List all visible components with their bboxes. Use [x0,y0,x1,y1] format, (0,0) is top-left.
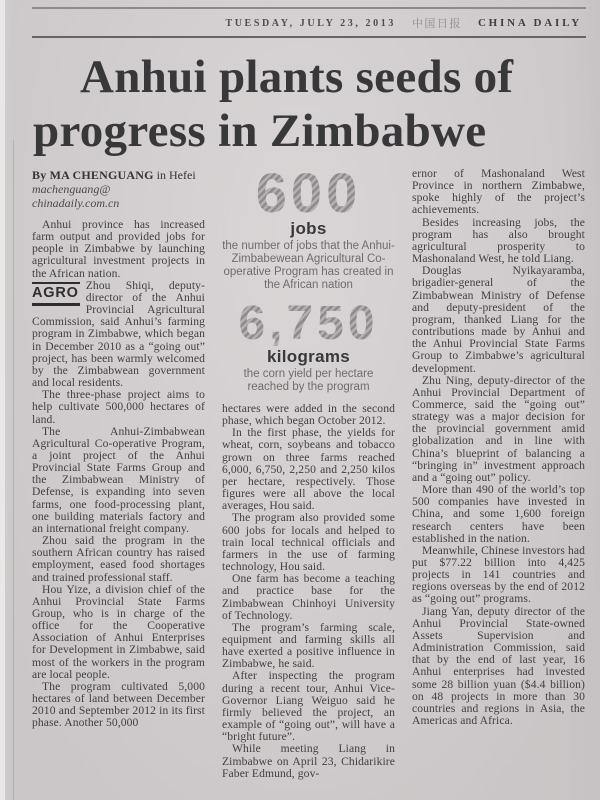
article-paragraph: More than 490 of the world’s top 500 companies have invested in China, and some 1,600 foreign research centers have been established in the nation. [412,483,585,545]
stat-kilograms-caption: the corn yield per hectare reached by the program [243,368,374,393]
statistics-block [222,161,395,394]
masthead-brand: CHINA DAILY [477,17,582,29]
article-paragraph: The program also provided some 600 jobs for locals and helped to train local technical officials and farmers in the use of farming technology, Hou said. [222,511,395,574]
stat-kilograms [222,297,395,394]
article-paragraph: hectares were added in the second phase, which began October 2012. [222,402,395,428]
stat-jobs-value: 600 [222,168,395,218]
article-paragraph: Jiang Yan, deputy director of the Anhui Provincial State-owned Assets Supervision and Administration Commission, said that by the end of last year, 16 Anhui enterprises had invested some 28 billion yuan ($4.4 billion) on 48 projects in more than 30 countries and regions in Asia, the Americas and Africa. [412,604,585,728]
headline [32,50,586,158]
article-paragraph: Douglas Nyikayaramba, brigadier-general of the Zimbabwean Ministry of Defense and deputy-president of the program, thanked Liang for the contributions made by Anhui and the Anhui Provincial State Farms Group to Zimbabwe’s agricultural development. [412,264,585,375]
article-paragraph: ernor of Mashonaland West Province in northern Zimbabwe, spoke highly of the project’s achievements. [412,167,585,217]
stat-jobs [222,161,395,292]
byline-email-line1: machenguang@ [32,182,111,196]
byline-email-line2: chinadaily.com.cn [32,195,120,210]
stat-jobs-caption: the number of jobs that the Anhui-Zimbabewean Agricultural Co-operative Program has created in the African nation [222,240,395,291]
article-paragraph: Besides increasing jobs, the program has also brought agricultural prosperity to Mashonaland West, he told Liang. [412,215,585,266]
column-3 [412,168,585,780]
stat-jobs-unit: jobs [290,219,327,238]
chinadaily-chinese-logo: 中国日报 [411,18,462,30]
article-paragraph: The program’s farming scale, equipment and farming skills all have exerted a positive influence in Zimbabwe, he said. [222,620,395,671]
article-paragraph: Zhu Ning, deputy-director of the Anhui Provincial Department of Commerce, said the “going out” strategy was a major decision for the provincial government amid globalization and in line with China’s blueprint of balancing a “bringing in” investment approach and a “going out” policy. [412,373,585,484]
paragraph-text: Zhou Shiqi, deputy-director of the Anhui Provincial Agricultural Commission, said Anhui’s farming program in Zimbabwe, which began in December 2010 as a “going out” project, has been warmly welcomed by the Zimbabwean government and local residents. [32,278,205,390]
article-paragraph: While meeting Liang in Zimbabwe on April 23, Chidarikire Faber Edmund, gov- [222,742,395,780]
headline-line-2: progress in Zimbabwe [33,105,487,157]
byline [32,168,205,182]
headline-line-1: Anhui plants seeds of [80,51,514,103]
masthead [32,7,586,38]
article-paragraph: The three-phase project aims to help cultivate 500,000 hectares of land. [32,388,205,426]
byline-author: By MA CHENGUANG [32,168,154,182]
article-paragraph: Zhou said the program in the southern African country has raised employment, eased food shortages and trained professional staff. [32,534,205,584]
column-2 [222,161,395,780]
article-paragraph: The program cultivated 5,000 hectares of land between December 2010 and September 2012 in its first phase. Another 50,000 [32,679,205,730]
byline-location: in Hefei [153,168,196,182]
article-columns [32,161,586,780]
article-paragraph: One farm has become a teaching and practice base for the Zimbabwean Chinhoyi University of Technology. [222,572,395,622]
article-paragraph: After inspecting the program during a recent tour, Anhui Vice-Governor Liang Weiguo said he firmly believed the project, an example of “going out”, will have a “bright future”. [222,669,395,744]
section-tag-agro: AGRO [32,282,80,307]
article-paragraph: The Anhui-Zimbabwean Agricultural Co-operative Program, a joint project of the Anhui Provincial State Farms Group and the Zimbabwean Ministry of Defense, is expanding into seven farms, one food-processing plant, one building materials factory and an international freight company. [32,424,205,535]
column-1 [32,168,205,780]
article-paragraph: In the first phase, the yields for wheat, corn, soybeans and tobacco grown on three farms reached 6,000, 6,750, 2,250 and 2,250 kilos per hectare, respectively. Those figures were all above the local averages, Hou said. [222,426,395,513]
page-content [0,7,600,800]
byline-email [32,183,205,210]
article-paragraph: Meanwhile, Chinese investors had put $77.22 billion into 4,425 projects in 141 countries and regions overseas by the end of 2012 as “going out” programs. [412,543,585,606]
stat-kilograms-value: 6,750 [222,301,395,346]
stat-kilograms-unit: kilograms [266,347,350,366]
masthead-date: TUESDAY, JULY 23, 2013 [225,17,396,29]
article-paragraph [32,280,205,389]
article-paragraph: Anhui province has increased farm output and provided jobs for people in Zimbabwe by launching agricultural investment projects in the African nation. [32,218,205,280]
article-paragraph: Hou Yize, a division chief of the Anhui Provincial State Farms Group, who is in charge of the office for the Cooperative Association of Anhui Enterprises for Development in Zimbabwe, said most of the workers in the program are local people. [32,582,205,681]
